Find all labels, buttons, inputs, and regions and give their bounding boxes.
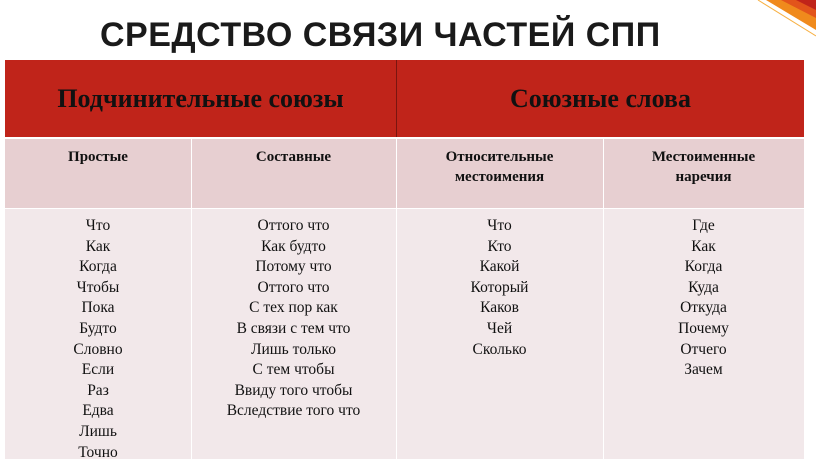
list-item: Почему — [678, 319, 729, 337]
list-item: Откуда — [680, 299, 727, 317]
list-item: Раз — [87, 381, 109, 399]
conjunctions-table — [5, 60, 804, 459]
list-item: Лишь только — [250, 340, 337, 358]
subheader-pronominal-adverbs: Местоименные наречия — [651, 149, 756, 185]
list-item: Отчего — [680, 340, 727, 358]
column-pronominal-adverbs — [603, 209, 804, 459]
list-item: Кто — [487, 237, 512, 255]
subheader-compound: Составные — [255, 149, 332, 165]
subheader-simple: Простые — [68, 149, 128, 165]
list-item: Едва — [82, 402, 114, 420]
slide-title: СРЕДСТВО СВЯЗИ ЧАСТЕЙ СПП — [100, 16, 661, 54]
column-divider — [603, 138, 604, 459]
list-item: Где — [692, 217, 715, 234]
list-item: С тем чтобы — [252, 361, 335, 379]
header-subordinating-conjunctions: Подчинительные союзы — [57, 83, 344, 113]
list-item: Как будто — [261, 237, 326, 255]
list-item: Потому что — [255, 258, 332, 276]
list-item: Как — [85, 237, 111, 255]
table-header-row — [5, 60, 804, 137]
list-item: С тех пор как — [249, 299, 338, 317]
list-item: Когда — [79, 258, 117, 276]
column-divider — [191, 138, 192, 459]
list-item: Чей — [486, 319, 513, 337]
list-item: Если — [81, 361, 115, 379]
list-item: Сколько — [472, 340, 527, 358]
column-relative-pronouns — [396, 209, 603, 459]
list-item: Какой — [479, 258, 520, 276]
list-item: Куда — [688, 278, 719, 296]
column-divider — [396, 138, 397, 459]
column-compound — [191, 209, 396, 459]
table-body-row — [5, 208, 804, 459]
list-item: Каков — [480, 299, 519, 317]
list-item: Словно — [73, 340, 123, 358]
list-item: Что — [85, 217, 111, 234]
list-item: Лишь — [79, 422, 117, 440]
list-item: Зачем — [684, 361, 723, 379]
list-item: Который — [470, 278, 529, 296]
list-item: Когда — [684, 258, 723, 276]
list-item: Как — [691, 237, 716, 255]
list-item: Ввиду того чтобы — [234, 381, 353, 399]
list-item: Вследствие того что — [226, 402, 361, 420]
list-item: Будто — [79, 319, 117, 337]
list-item: Оттого что — [257, 278, 330, 296]
list-item: Что — [487, 217, 512, 234]
list-item: Оттого что — [257, 217, 330, 234]
corner-decoration — [746, 0, 816, 40]
table-subheader-row — [5, 138, 804, 209]
subheader-relative-pronouns: Относительные местоимения — [445, 149, 554, 185]
list-item: Точно — [78, 443, 118, 459]
list-item: Пока — [81, 299, 115, 317]
list-item: В связи с тем что — [236, 319, 351, 337]
header-conjunctive-words: Союзные слова — [510, 83, 691, 113]
column-simple — [5, 209, 191, 459]
list-item: Чтобы — [76, 278, 120, 296]
